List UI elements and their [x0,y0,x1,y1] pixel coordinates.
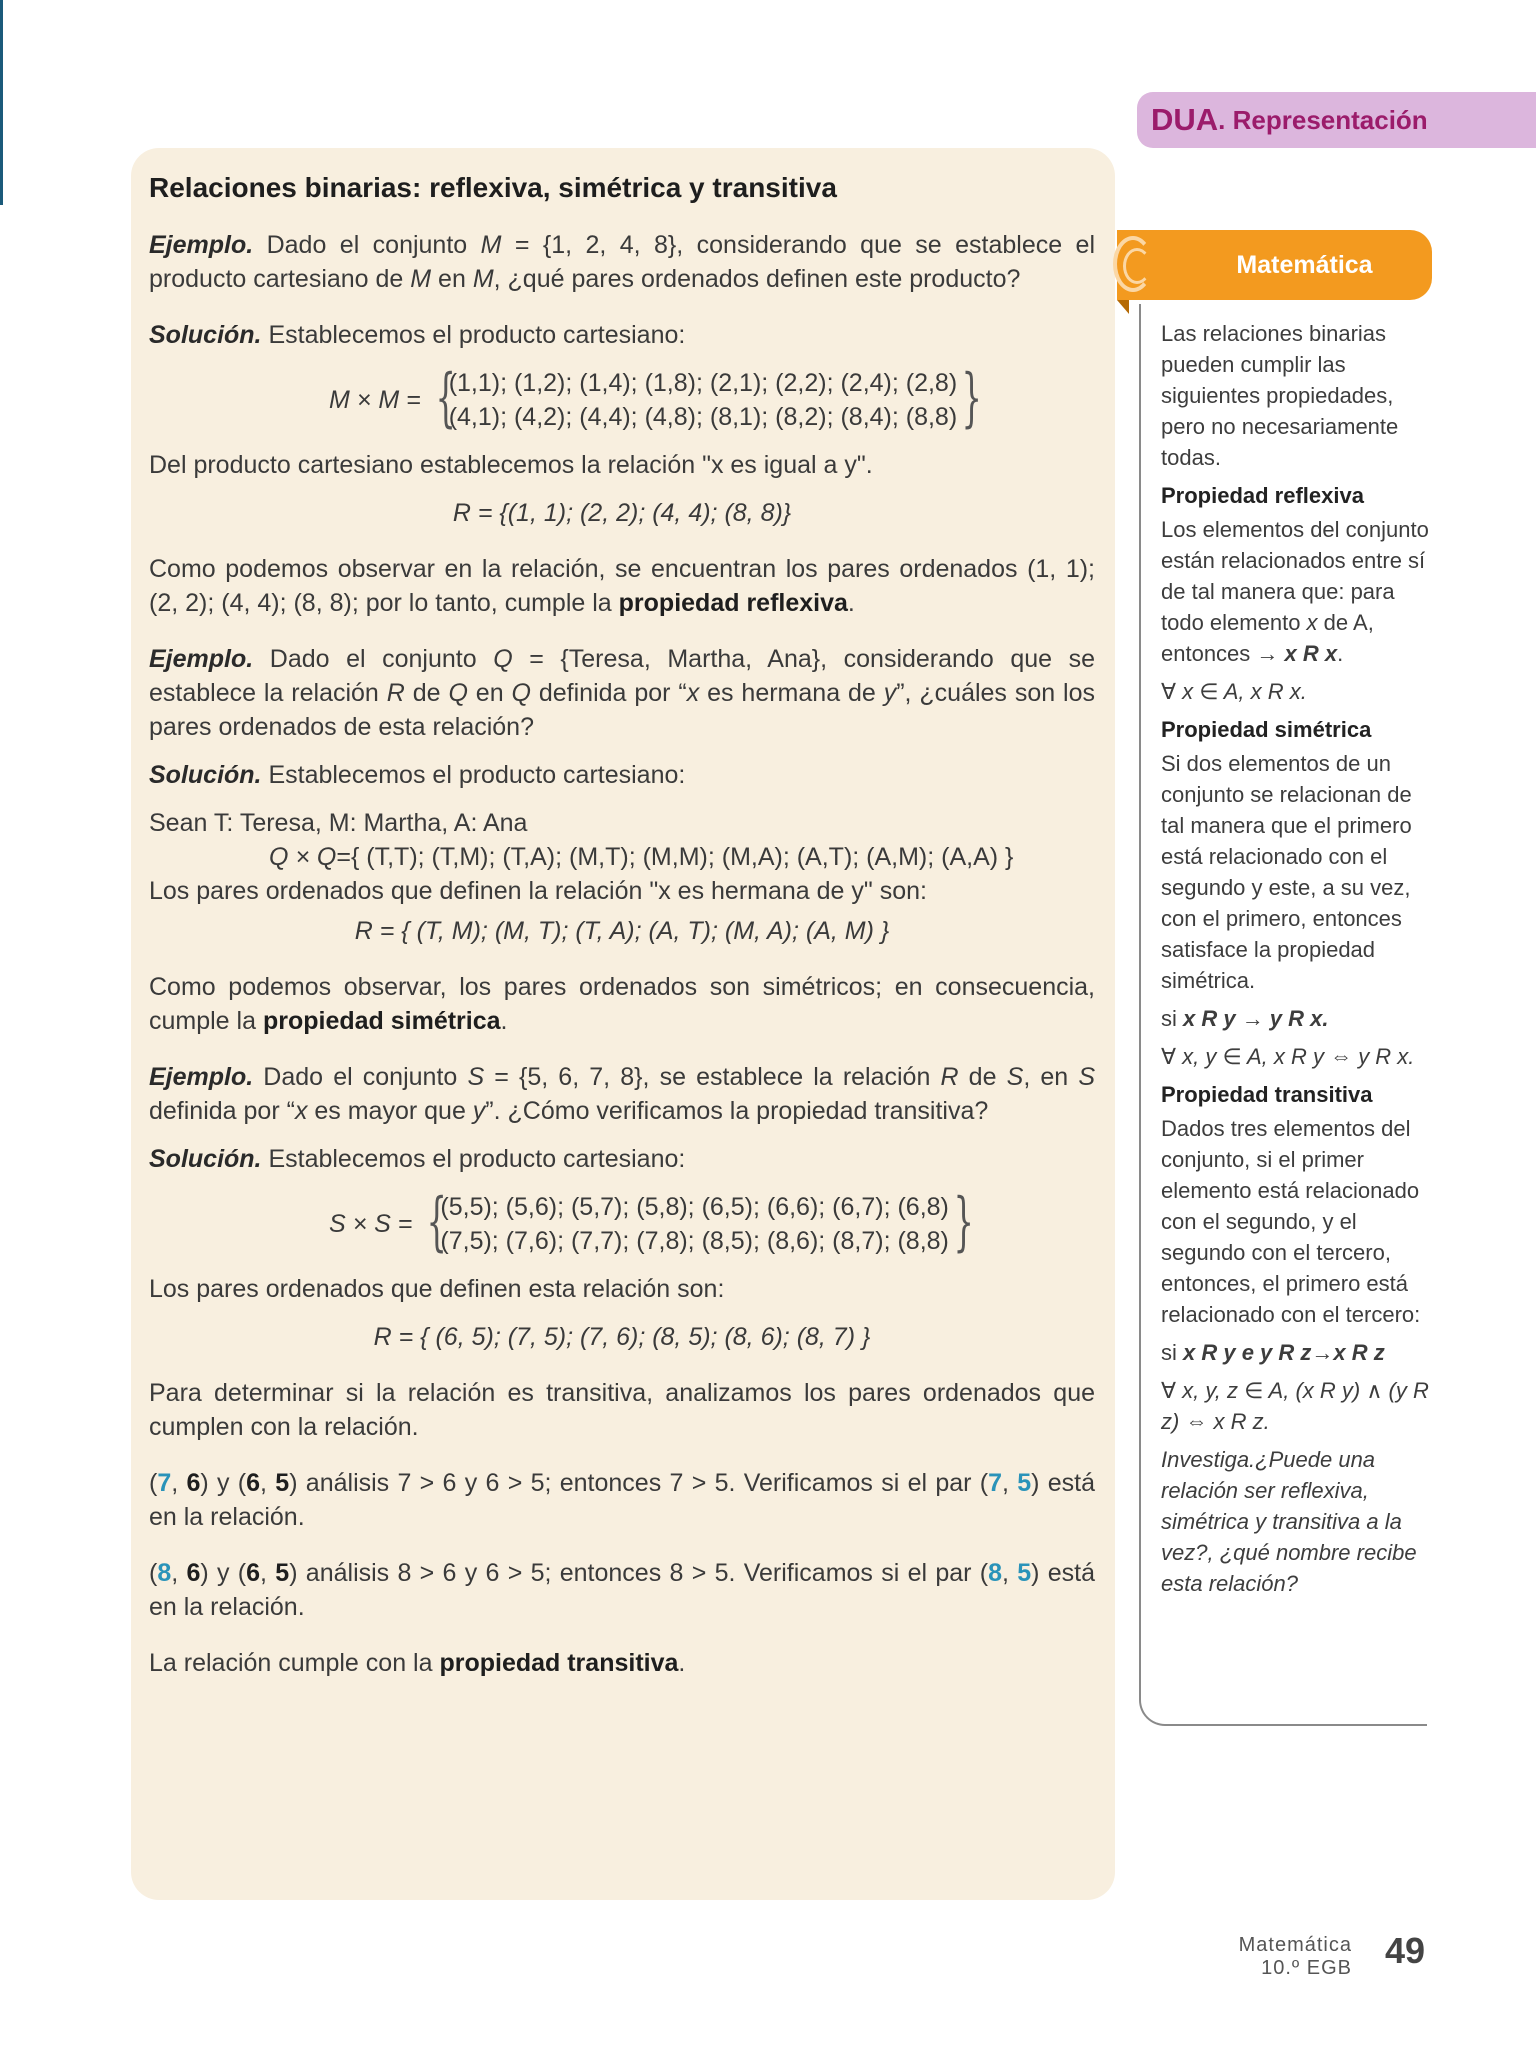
analysis-intro: Para determinar si la relación es transitiva, analizamos los pares ordenados que cumplen con la relación. [149,1379,1095,1441]
example-1-statement: Ejemplo. Dado el conjunto M = {1, 2, 4, 8}, considerando que se establece el producto cartesiano de M en M, ¿qué pares ordenados definen este producto? [149,231,1096,293]
page-number: 49 [1385,1930,1426,1971]
example-1-solution: Solución. Establecemos el producto cartesiano: [149,321,686,349]
dua-banner [1137,92,1536,148]
footer-grade: 10.º EGB [1261,1957,1352,1979]
subject-tab [1117,230,1432,300]
footer-subject: Matemática [1238,1934,1352,1956]
reflexive-text: Los elementos del conjunto están relacionados entre sí de tal manera que: para todo elemento x de A, entonces → x R x. [1161,517,1429,666]
example-2-conclusion: Como podemos observar, los pares ordenados son simétricos; en consecuencia, cumple la propiedad simétrica. [149,973,1095,1035]
content-box [131,148,1115,1900]
tab-fold [1117,300,1129,314]
transitive-formula: ∀ x, y, z ∈ A, (x R y) ∧ (y R z) ⇔ x R z. [1161,1378,1429,1434]
transitive-text: Dados tres elementos del conjunto, si el primer elemento está relacionado con el segundo, y el segundo con el tercero, entonces, el primero está relacionado con el tercero: [1161,1116,1421,1327]
dua-label: DUA [1151,102,1219,137]
investiga-prompt: Investiga.¿Puede una relación ser reflexiva, simétrica y transitiva a la vez?, ¿qué nombre recibe esta relación? [1161,1447,1417,1596]
symmetric-rule: si x R y → y R x. [1161,1006,1329,1031]
transitive-title: Propiedad transitiva [1161,1082,1373,1107]
symmetric-formula: ∀ x, y ∈ A, x R y ⇔ y R x. [1161,1044,1415,1069]
relation-formula: R = {(1, 1); (2, 2); (4, 4); (8, 8)} [452,499,792,527]
matrix-row: (7,5); (7,6); (7,7); (7,8); (8,5); (8,6); (8,7); (8,8) [440,1227,949,1255]
relation-intro: Del producto cartesiano establecemos la relación "x es igual a y". [149,451,873,479]
dua-subtitle: . Representación [1218,104,1428,135]
pairs-intro: Los pares ordenados que definen la relación "x es hermana de y" son: [149,877,927,905]
set-legend: Sean T: Teresa, M: Martha, A: Ana [149,809,528,837]
cartesian-product-q: Q × Q={ (T,T); (T,M); (T,A); (M,T); (M,M); (M,A); (A,T); (A,M); (A,A) } [269,843,1014,871]
matrix-row: (1,1); (1,2); (1,4); (1,8); (2,1); (2,2); (2,4); (2,8) [448,369,958,397]
subject-tab-label: Matemática [1236,250,1373,279]
example-3-statement: Ejemplo. Dado el conjunto S = {5, 6, 7, 8}, se establece la relación R de S, en S definida por “x es mayor que y”. ¿Cómo verificamos la propiedad transitiva? [149,1063,1096,1125]
example-3-solution: Solución. Establecemos el producto cartesiano: [149,1145,686,1173]
cartesian-product-m: M × M = { (1,1); (1,2); (1,4); (1,8); (2,1); (2,2); (2,4); (2,8) (4,1); (4,2); (4,4); (4,8); (8,1); (8,2); (8,4); (8,8) } [329,361,983,435]
relation-formula: R = { (T, M); (M, T); (T, A); (A, T); (M, A); (A, M) } [354,917,890,945]
side-panel [1161,318,1431,1606]
example-3-conclusion: La relación cumple con la propiedad transitiva. [149,1649,686,1677]
reflexive-title: Propiedad reflexiva [1161,483,1364,508]
transitive-rule: si x R y e y R z→x R z [1161,1340,1385,1365]
pairs-intro: Los pares ordenados que definen esta relación son: [149,1275,725,1303]
matrix-row: (5,5); (5,6); (5,7); (5,8); (6,5); (6,6); (6,7); (6,8) [440,1193,949,1221]
analysis-2: (8, 6) y (6, 5) análisis 8 > 6 y 6 > 5; entonces 8 > 5. Verificamos si el par (8, 5) está en la relación. [149,1559,1095,1621]
ring-inner-icon [1123,248,1151,284]
symmetric-title: Propiedad simétrica [1161,717,1372,742]
matrix-row: (4,1); (4,2); (4,4); (4,8); (8,1); (8,2); (8,4); (8,8) [448,403,958,431]
example-2-solution: Solución. Establecemos el producto cartesiano: [149,761,686,789]
example-1-conclusion: Como podemos observar en la relación, se encuentran los pares ordenados (1, 1); (2, 2); (4, 4); (8, 8); por lo tanto, cumple la propiedad reflexiva. [149,555,1095,617]
relation-formula: R = { (6, 5); (7, 5); (7, 6); (8, 5); (8, 6); (8, 7) } [373,1323,871,1351]
side-intro: Las relaciones binarias pueden cumplir las siguientes propiedades, pero no necesariamente todas. [1161,321,1399,470]
analysis-1: (7, 6) y (6, 5) análisis 7 > 6 y 6 > 5; entonces 7 > 5. Verificamos si el par (7, 5) está en la relación. [149,1469,1095,1531]
section-title: Relaciones binarias: reflexiva, simétrica y transitiva [149,172,837,203]
cartesian-product-s: S × S = { (5,5); (5,6); (5,7); (5,8); (6,5); (6,6); (6,7); (6,8) (7,5); (7,6); (7,7); (7,8); (8,5); (8,6); (8,7); (8,8) } [329,1185,974,1259]
reflexive-formula: ∀ x ∈ A, x R x. [1161,679,1307,704]
symmetric-text: Si dos elementos de un conjunto se relacionan de tal manera que el primero está relacionado con el segundo y este, a su vez, con el primero, entonces satisface la propiedad simétrica. [1161,751,1412,993]
example-2-statement: Ejemplo. Dado el conjunto Q = {Teresa, Martha, Ana}, considerando que se establece la relación R de Q en Q definida por “x es hermana de y”, ¿cuáles son los pares ordenados de esta relación? [149,645,1096,741]
page-edge-line [0,0,3,205]
